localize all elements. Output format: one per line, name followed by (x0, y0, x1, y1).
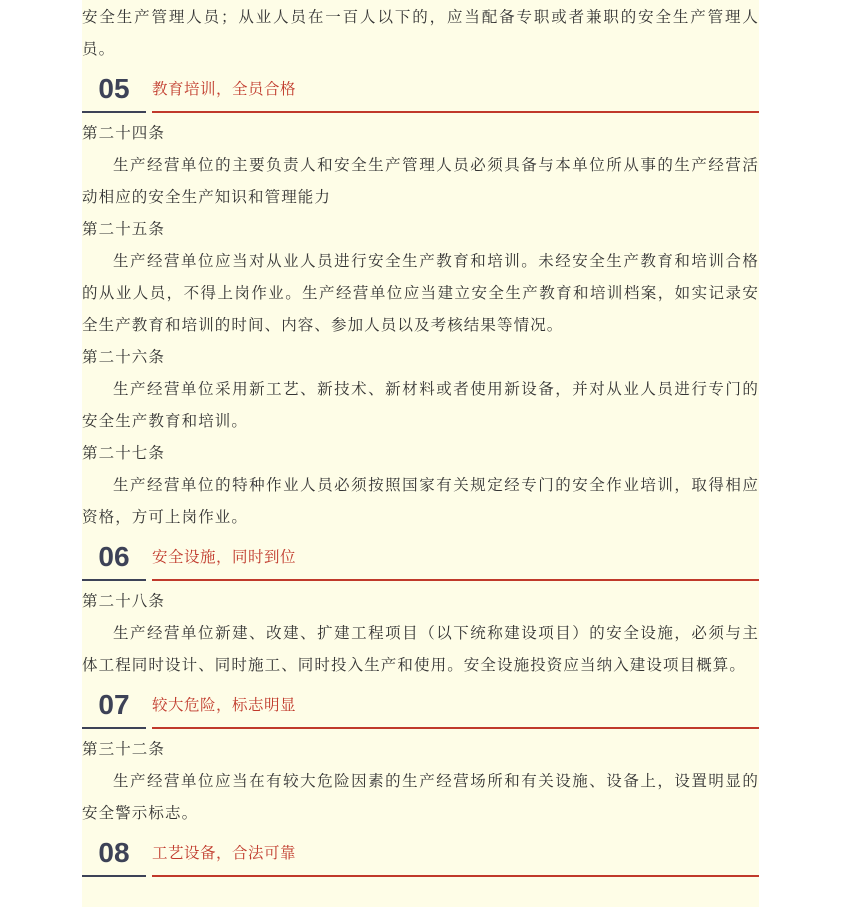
intro-paragraph: 安全生产管理人员；从业人员在一百人以下的，应当配备专职或者兼职的安全生产管理人员。 (82, 8, 759, 58)
article-heading: 第二十四条 (82, 124, 166, 142)
section-header-06 (82, 533, 759, 585)
article-body: 生产经营单位应当对从业人员进行安全生产教育和培训。未经安全生产教育和培训合格的从业人员，不得上岗作业。生产经营单位应当建立安全生产教育和培训档案，如实记录安全生产教育和培训的时间、内容、参加人员以及考核结果等情况。 (82, 252, 759, 334)
article-body: 生产经营单位的主要负责人和安全生产管理人员必须具备与本单位所从事的生产经营活动相应的安全生产知识和管理能力 (82, 156, 759, 206)
document-page (82, 0, 759, 907)
section-title: 较大危险，标志明显 (152, 683, 759, 729)
section-number: 05 (82, 67, 146, 113)
section-header-07 (82, 681, 759, 733)
section-number: 07 (82, 683, 146, 729)
article-heading: 第二十七条 (82, 444, 166, 462)
section-header-05 (82, 65, 759, 117)
article-heading: 第二十五条 (82, 220, 166, 238)
section-title: 教育培训，全员合格 (152, 67, 759, 113)
section-number: 08 (82, 831, 146, 877)
section-title: 安全设施，同时到位 (152, 535, 759, 581)
article-body: 生产经营单位新建、改建、扩建工程项目（以下统称建设项目）的安全设施，必须与主体工程同时设计、同时施工、同时投入生产和使用。安全设施投资应当纳入建设项目概算。 (82, 624, 759, 674)
section-number: 06 (82, 535, 146, 581)
article-heading: 第三十二条 (82, 740, 166, 758)
article-body: 生产经营单位应当在有较大危险因素的生产经营场所和有关设施、设备上，设置明显的安全警示标志。 (82, 772, 759, 822)
section-header-08 (82, 829, 759, 881)
article-heading: 第二十八条 (82, 592, 166, 610)
article-body: 生产经营单位的特种作业人员必须按照国家有关规定经专门的安全作业培训，取得相应资格，方可上岗作业。 (82, 476, 759, 526)
article-body: 生产经营单位采用新工艺、新技术、新材料或者使用新设备，并对从业人员进行专门的安全生产教育和培训。 (82, 380, 759, 430)
section-title: 工艺设备，合法可靠 (152, 831, 759, 877)
article-heading: 第二十六条 (82, 348, 166, 366)
